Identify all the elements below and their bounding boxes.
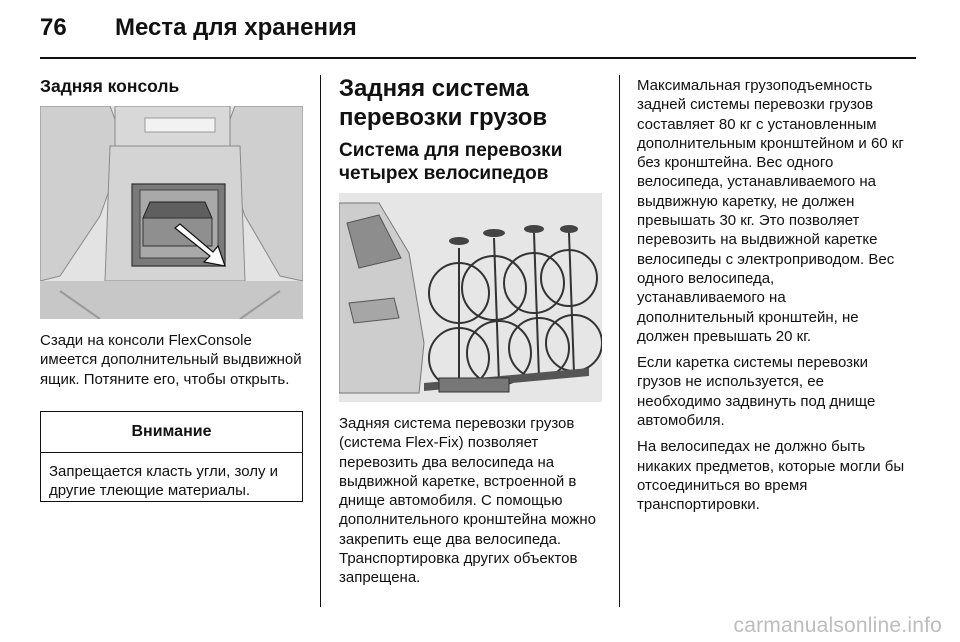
- column-divider-left: [320, 75, 321, 607]
- section-heading-rear-console: Задняя консоль: [40, 76, 180, 96]
- warning-title: Внимание: [41, 412, 302, 453]
- page-number: 76: [40, 14, 67, 41]
- column-divider-right: [619, 75, 620, 607]
- header-rule: [40, 57, 916, 59]
- section-heading-carrier: Задняя система перевозки грузов: [339, 75, 548, 131]
- bike-carrier-drawing: [339, 193, 602, 402]
- rear-console-drawer-illustration: [40, 106, 303, 319]
- carrier-paragraph: Задняя система перевозки грузов (система Flex-Fix) позволяет перевозить два велосипеда на выдвижной каретке, встроенной в днище автомобиля. С помощью дополнительного кронштейна можно закрепить еще два велосипеда. Транспортировка других объектов запрещена.: [339, 415, 596, 587]
- stow-paragraph: Если каретка системы перевозки грузов не используется, ее необходимо задвинуть под днище автомобиля.: [637, 354, 876, 430]
- page-title: Места для хранения: [115, 14, 357, 41]
- drawer-drawing: [40, 106, 303, 319]
- capacity-paragraph: Максимальная грузоподъемность задней системы перевозки грузов составляет 80 кг с установленным дополнительным кронштейном и 60 кг без кронштейна. Вес одного велосипеда, устанавливаемого на выдвижную каретку, не должен превышать 30 кг. Это позволяет перевозить на выдвижной каретке велосипеды с электроприводом. Вес одного велосипеда, устанавливаемого на дополнительный кронштейн, не должен превышать 20 кг.: [637, 77, 904, 345]
- bike-carrier-illustration: [339, 193, 602, 402]
- watermark: carmanualsonline.info: [733, 614, 942, 637]
- loose-objects-paragraph: На велосипедах не должно быть никаких предметов, которые могли бы отсоединиться во время транспортировки.: [637, 438, 905, 514]
- rear-console-paragraph: Сзади на консоли FlexConsole имеется дополнительный выдвижной ящик. Потяните его, чтобы открыть.: [40, 332, 302, 388]
- warning-box: [40, 411, 303, 502]
- warning-text: Запрещается класть угли, золу и другие тлеющие материалы.: [49, 463, 279, 500]
- right-column-text: [637, 76, 905, 515]
- subheading-four-bikes: Система для перевозки четырех велосипедов: [339, 140, 563, 184]
